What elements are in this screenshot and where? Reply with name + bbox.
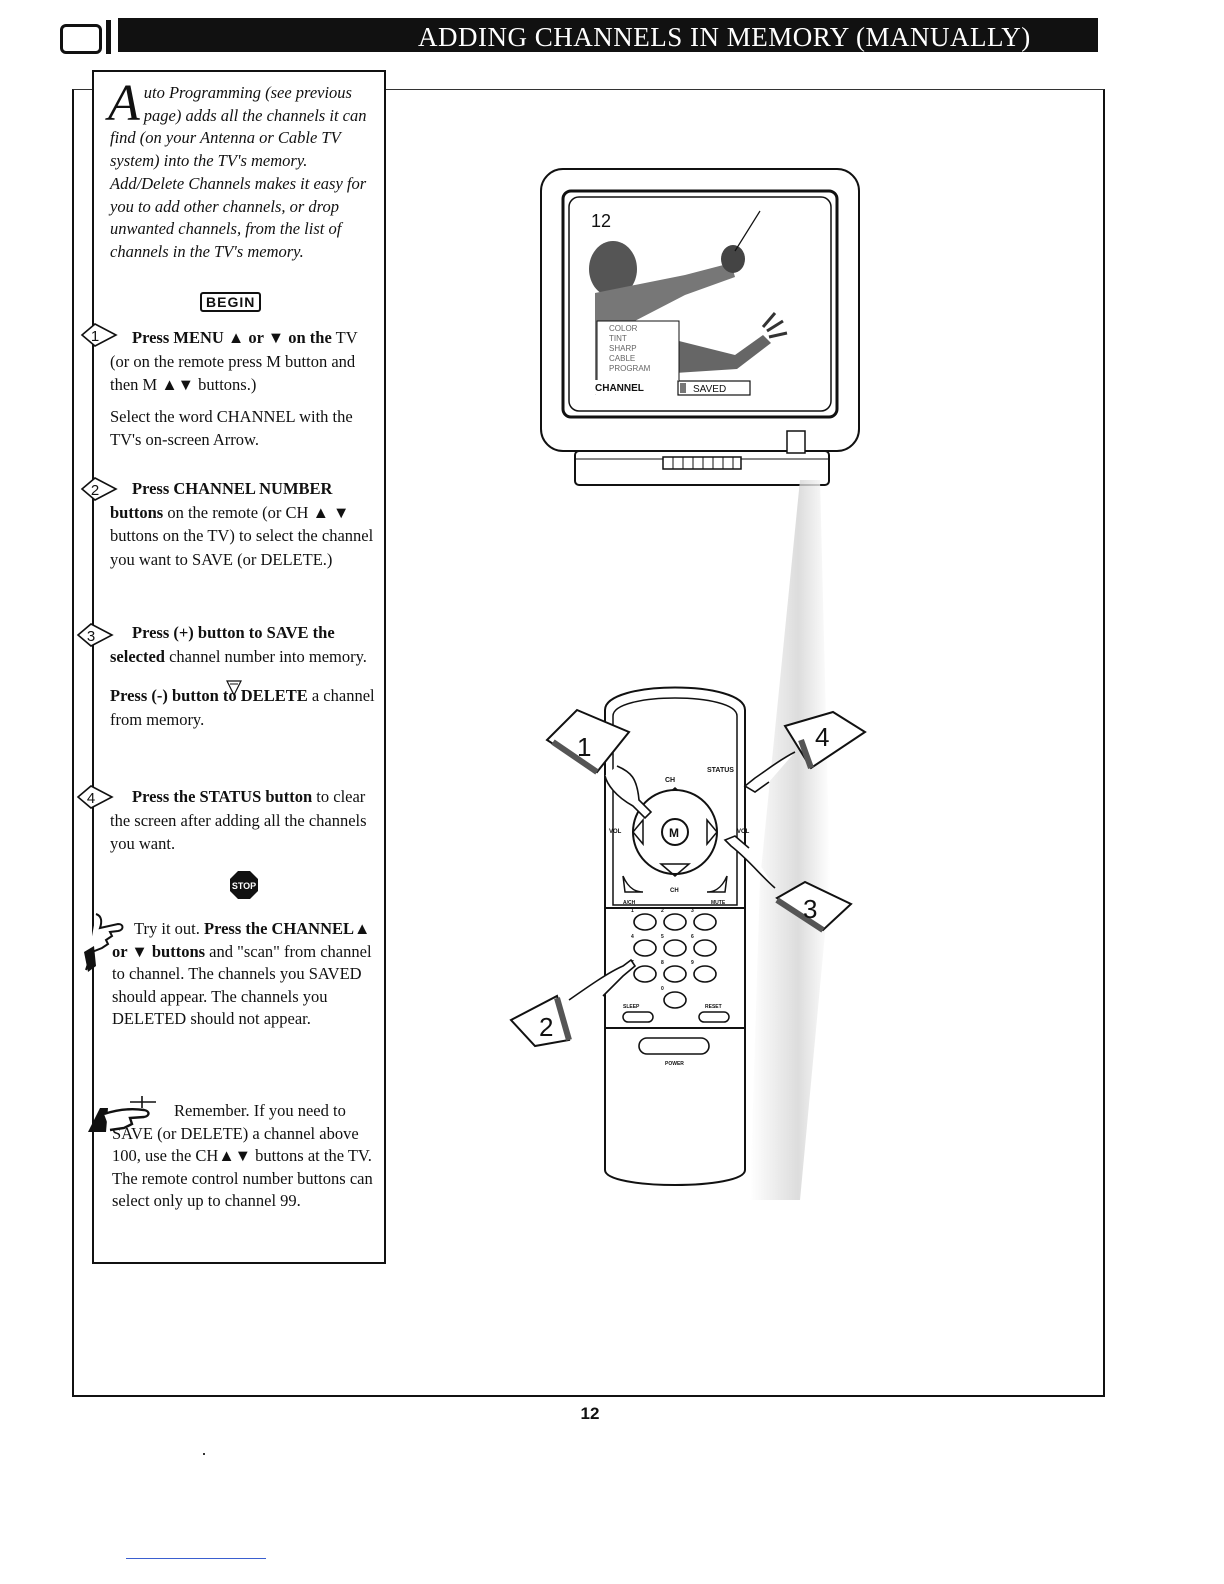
svg-text:CH: CH xyxy=(670,888,679,894)
page-number: 12 xyxy=(580,1404,600,1423)
step-4-bold: Press the STATUS button xyxy=(132,787,313,806)
step-2-text: on the remote (or CH ▲ ▼ buttons on the TV) to select the channel you want to SAVE (or DELETE.) xyxy=(110,502,374,569)
header-bar xyxy=(118,18,1098,52)
svg-text:COLOR: COLOR xyxy=(609,324,638,333)
svg-text:3: 3 xyxy=(691,908,694,914)
remember-tip: Remember. If you need to SAVE (or DELETE) a channel above 100, use the CH▲▼ buttons at the TV. The remote control number buttons can select only up to channel 99. xyxy=(112,1101,373,1211)
remote-illustration xyxy=(505,520,875,1200)
svg-text:STOP: STOP xyxy=(231,881,257,891)
svg-text:6: 6 xyxy=(691,934,694,940)
svg-text:3: 3 xyxy=(803,894,818,924)
svg-text:POWER: POWER xyxy=(665,1061,684,1067)
svg-text:1: 1 xyxy=(631,908,634,914)
stop-sign-icon xyxy=(229,870,259,900)
step-1-number: 1 xyxy=(90,328,100,345)
step-4 xyxy=(110,785,378,864)
step-3-bold-2: Press (-) button to DELETE xyxy=(110,686,308,705)
svg-text:4: 4 xyxy=(631,934,634,940)
svg-text:2: 2 xyxy=(90,482,100,499)
svg-text:2: 2 xyxy=(661,908,664,914)
svg-text:RESET: RESET xyxy=(705,1004,722,1010)
tv-icon xyxy=(60,24,102,54)
callout-4 xyxy=(745,712,865,792)
tv-menu-selected: CHANNEL xyxy=(595,383,644,394)
svg-text:9: 9 xyxy=(691,960,694,966)
step-3 xyxy=(110,621,378,739)
tv-illustration xyxy=(535,165,865,495)
step-1 xyxy=(110,326,378,460)
remote-status-label: STATUS xyxy=(707,767,734,774)
begin-label: BEGIN xyxy=(200,292,261,312)
svg-text:8: 8 xyxy=(661,960,664,966)
step-4-text: to clear the screen after adding all the channels you want. xyxy=(110,787,367,853)
svg-text:MUTE: MUTE xyxy=(711,900,726,906)
svg-text:TINT: TINT xyxy=(609,334,627,343)
svg-text:3: 3 xyxy=(86,628,96,645)
intro-text: uto Programming (see previous page) adds all the channels it can find (on your Antenna or Cable TV system) into the TV's memory. Add/Delete Channels makes it easy for you to add other channels, or drop unwanted channels, from the list of channels in the TV's memory. xyxy=(110,83,367,261)
step-1-text: TV (or on the remote press M button and then M ▲▼ buttons.) xyxy=(110,328,358,394)
step-3-text-2: a channel from memory. xyxy=(110,686,375,729)
remote-m-label: M xyxy=(669,826,679,840)
svg-text:VOL: VOL xyxy=(737,829,750,835)
svg-text:PROGRAM: PROGRAM xyxy=(609,364,651,373)
step-3-text: channel number into memory. xyxy=(169,646,367,666)
step-2-bold: Press CHANNEL NUMBER buttons xyxy=(110,479,333,522)
svg-text:CABLE: CABLE xyxy=(609,354,636,363)
drop-cap: A xyxy=(108,75,140,132)
svg-text:2: 2 xyxy=(539,1012,554,1042)
intro-paragraph xyxy=(108,75,375,264)
step-2 xyxy=(110,477,378,579)
svg-text:SLEEP: SLEEP xyxy=(623,1004,640,1010)
svg-text:A/CH: A/CH xyxy=(623,900,636,906)
step-4-badge xyxy=(76,784,114,810)
svg-text:4: 4 xyxy=(86,790,96,807)
svg-text:SHARP: SHARP xyxy=(609,344,637,353)
svg-text:1: 1 xyxy=(577,732,592,762)
try-it-out-tip: Try it out. Press the CHANNEL▲ or ▼ buttons and "scan" from channel to channel. The channels you SAVED should appear. The channels you DELETED should not appear. xyxy=(112,919,372,1029)
header-divider xyxy=(106,20,111,54)
tv-channel-number: 12 xyxy=(591,211,612,231)
tv-saved-label: SAVED xyxy=(693,384,727,395)
svg-text:0: 0 xyxy=(661,986,664,992)
svg-text:4: 4 xyxy=(815,722,830,752)
page-title: ADDING CHANNELS IN MEMORY (MANUALLY) xyxy=(418,22,1031,52)
step-1-bold: Press MENU ▲ or ▼ on the xyxy=(132,328,332,347)
step-3-badge xyxy=(76,622,114,648)
remote-ch-up-label: CH xyxy=(665,777,676,784)
step-1-note: Select the word CHANNEL with the TV's on-screen Arrow. xyxy=(110,406,353,449)
svg-text:5: 5 xyxy=(661,934,664,940)
save-arrow-icon xyxy=(224,678,244,698)
try-it-out-bold: Press the CHANNEL▲ or ▼ buttons xyxy=(112,919,371,961)
footer-rule xyxy=(126,1558,266,1559)
scan-speck xyxy=(203,1453,205,1455)
svg-text:VOL: VOL xyxy=(609,829,622,835)
step-3-bold: Press (+) button to SAVE the selected xyxy=(110,623,335,666)
